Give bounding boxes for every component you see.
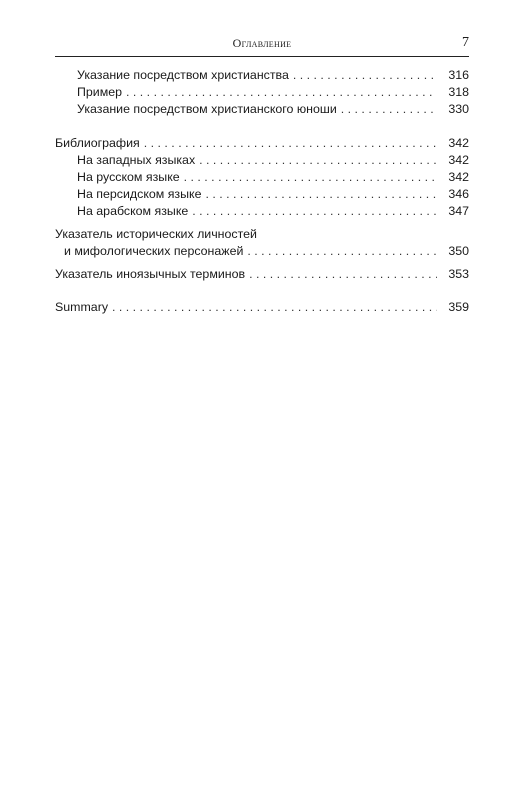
toc-entry-title: Указание посредством христианства xyxy=(77,68,289,82)
toc-entry-page: 316 xyxy=(448,68,469,82)
toc-entry-page: 346 xyxy=(448,187,469,201)
dot-leader xyxy=(247,243,437,260)
toc-entry-title: На западных языках xyxy=(77,153,196,167)
page-header xyxy=(55,36,469,56)
toc-section-title-line2: и мифологических персонажей xyxy=(64,244,244,258)
toc-section-title: Указатель иноязычных терминов xyxy=(55,267,246,281)
toc-entry-title: На персидском языке xyxy=(77,187,202,201)
dot-leader xyxy=(293,67,437,84)
toc-entry-page: 318 xyxy=(448,85,469,99)
toc-entry-page: 342 xyxy=(448,170,469,184)
dot-leader xyxy=(199,152,437,169)
toc-section-page: 353 xyxy=(448,267,469,281)
toc-entry xyxy=(55,67,469,84)
dot-leader xyxy=(341,101,437,118)
toc-entry-title: Пример xyxy=(77,85,123,99)
toc-entry-title: На арабском языке xyxy=(77,204,189,218)
toc-entry xyxy=(55,101,469,118)
toc-entry xyxy=(55,203,469,220)
toc-section-title: Библиография xyxy=(55,136,140,150)
toc-section-bibliography xyxy=(55,135,469,152)
toc-entry-page: 347 xyxy=(448,204,469,218)
dot-leader xyxy=(144,135,437,152)
toc-entry xyxy=(55,84,469,101)
dot-leader xyxy=(112,299,437,316)
toc-section-title: Summary xyxy=(55,300,109,314)
dot-leader xyxy=(126,84,437,101)
toc-entry xyxy=(55,186,469,203)
toc-section-index-terms xyxy=(55,266,469,283)
toc-entry-title: Указание посредством христианского юноши xyxy=(77,102,337,116)
toc-entry xyxy=(55,169,469,186)
toc-section-summary xyxy=(55,299,469,316)
toc-section-page: 350 xyxy=(448,244,469,258)
dot-leader xyxy=(249,266,437,283)
toc-section-page: 342 xyxy=(448,136,469,150)
toc-entry xyxy=(55,152,469,169)
toc-entry-page: 330 xyxy=(448,102,469,116)
toc-section-title-line1: Указатель исторических личностей xyxy=(55,227,257,241)
dot-leader xyxy=(205,186,437,203)
toc-entry-page: 342 xyxy=(448,153,469,167)
toc-section-index-persons xyxy=(55,243,469,260)
table-of-contents xyxy=(55,67,469,316)
dot-leader xyxy=(184,169,437,186)
running-head: Оглавление xyxy=(232,36,292,50)
toc-section-page: 359 xyxy=(448,300,469,314)
toc-entry-title: На русском языке xyxy=(77,170,180,184)
page-number: 7 xyxy=(462,35,469,50)
header-rule xyxy=(55,56,469,57)
dot-leader xyxy=(192,203,437,220)
